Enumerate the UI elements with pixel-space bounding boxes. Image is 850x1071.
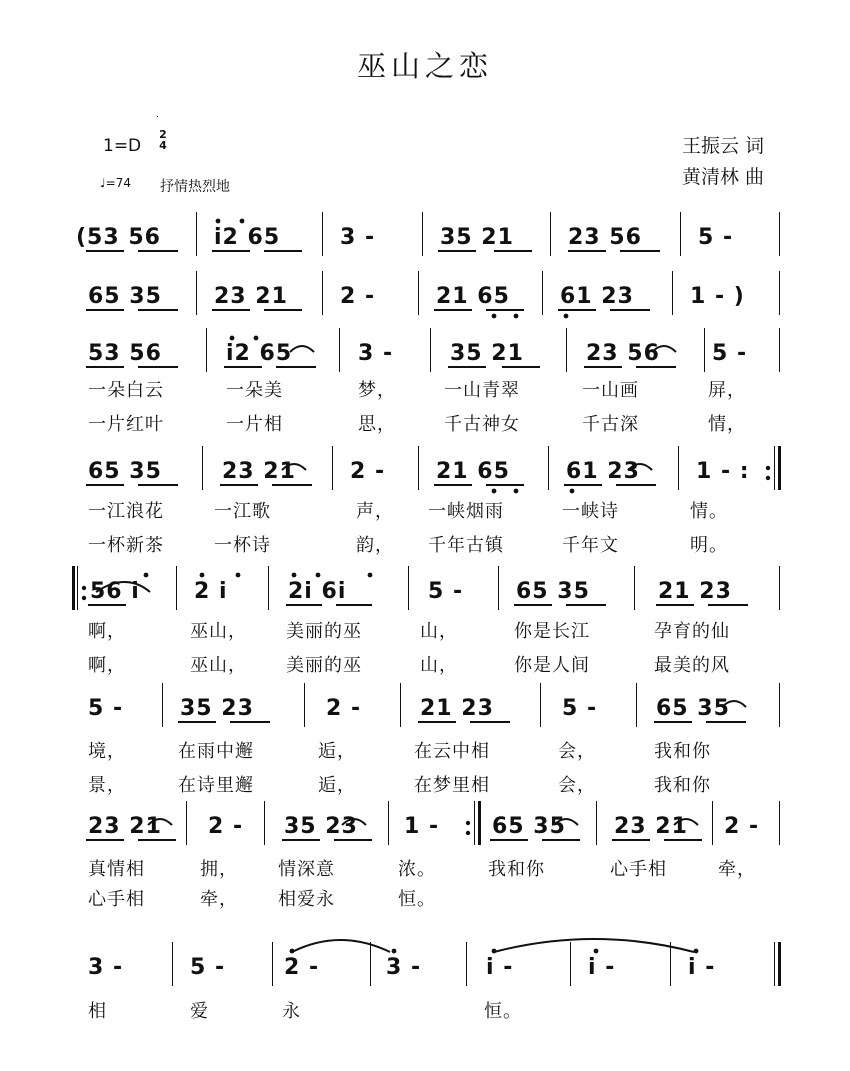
barline (339, 328, 340, 372)
time-signature-bottom: 4 (159, 139, 167, 152)
measure: 21 65 (436, 459, 510, 484)
lyric: 一朵白云 (88, 380, 164, 401)
lyric: 景， (88, 775, 126, 796)
barline (712, 801, 713, 845)
measure: 65 35 (656, 696, 730, 721)
score-system-3 (0, 342, 850, 372)
lyric: 一峡诗 (562, 501, 619, 522)
measure: 2 - (340, 284, 376, 309)
lyric: 心手相 (88, 889, 145, 910)
lyric: 一江歌 (214, 501, 271, 522)
barline (636, 683, 637, 727)
lyric: 恒。 (484, 1001, 522, 1022)
lyric: 梦， (358, 380, 396, 401)
key-signature: 1=D (103, 136, 142, 156)
octave-dot (236, 573, 241, 578)
measure: 3 - (88, 955, 124, 980)
lyric: 千年文 (562, 535, 619, 556)
measure: 35 21 (440, 225, 514, 250)
lyric: 情， (708, 414, 746, 435)
song-title: 巫山之恋 (356, 49, 493, 83)
barline (172, 942, 173, 986)
lyric: 在诗里邂 (178, 775, 254, 796)
octave-dot (392, 949, 397, 954)
measure: 5 - (712, 341, 748, 366)
barline (498, 566, 499, 610)
barline (162, 683, 163, 727)
lyric: 山， (420, 655, 458, 676)
lyric: 在云中相 (414, 741, 490, 762)
barline (704, 328, 705, 372)
measure: 21 23 (420, 696, 494, 721)
octave-dot (200, 573, 205, 578)
octave-dot (144, 573, 149, 578)
barline (388, 801, 389, 845)
lyric: 在梦里相 (414, 775, 490, 796)
score-system-4 (0, 460, 850, 490)
measure: 5 - (562, 696, 598, 721)
measure: 5 - (88, 696, 124, 721)
lyric: 一峡烟雨 (428, 501, 504, 522)
barline (408, 566, 409, 610)
barline (418, 446, 419, 490)
measure: 23 21 (88, 814, 162, 839)
lyric: 我和你 (654, 775, 711, 796)
lyric: 牵， (718, 859, 756, 880)
measure: 2i 6i (288, 579, 347, 604)
measure: 53 56 (88, 341, 162, 366)
measure: 21 23 (658, 579, 732, 604)
tempo-marking: ♩=74 (100, 176, 131, 190)
measure: 65 35 (516, 579, 590, 604)
lyric: 一片相 (226, 414, 283, 435)
measure: 2 - (724, 814, 760, 839)
measure: 5 - (190, 955, 226, 980)
lyric: 千古神女 (444, 414, 520, 435)
barline (474, 801, 475, 845)
measure: 23 21 (614, 814, 688, 839)
repeat-start-barline (72, 566, 75, 610)
lyric: 永 (282, 1001, 301, 1022)
measure: 2 - (350, 459, 386, 484)
barline (430, 328, 431, 372)
lyric: 一杯新茶 (88, 535, 164, 556)
lyric: 在雨中邂 (178, 741, 254, 762)
composer-credit: 黄清林 曲 (682, 166, 765, 188)
lyric: 牵， (200, 889, 238, 910)
barline (202, 446, 203, 490)
measure: 2 - (208, 814, 244, 839)
measure: 21 65 (436, 284, 510, 309)
barline (566, 328, 567, 372)
barline (370, 942, 371, 986)
barline (779, 212, 780, 256)
measure: 3 - (386, 955, 422, 980)
lyric: 啊， (88, 621, 126, 642)
lyric: 千年古镇 (428, 535, 504, 556)
lyric: 屏， (708, 380, 746, 401)
lyric: 韵， (356, 535, 394, 556)
lyric: 你是人间 (514, 655, 590, 676)
measure: 35 21 (450, 341, 524, 366)
barline (418, 271, 419, 315)
measure: 3 - (358, 341, 394, 366)
final-barline (778, 942, 781, 986)
lyric: 思， (358, 414, 396, 435)
measure: 1 - : (696, 459, 750, 484)
barline (774, 942, 775, 986)
octave-dot (316, 573, 321, 578)
tie-arc (292, 940, 390, 952)
lyric: 山， (420, 621, 458, 642)
lyric: 我和你 (488, 859, 545, 880)
octave-dot (368, 573, 373, 578)
barline (322, 212, 323, 256)
measure: 65 35 (88, 284, 162, 309)
barline (779, 683, 780, 727)
barline (196, 212, 197, 256)
time-signature-top: 2 (159, 128, 167, 141)
lyric: 情。 (690, 501, 728, 522)
barline (332, 446, 333, 490)
barline (272, 942, 273, 986)
barline (400, 683, 401, 727)
lyric: 心手相 (610, 859, 667, 880)
octave-dot (290, 949, 295, 954)
octave-dot (594, 949, 599, 954)
barline (77, 566, 78, 610)
barline (774, 446, 775, 490)
score-system-1 (0, 226, 850, 256)
measure: 35 23 (284, 814, 358, 839)
octave-dot (230, 336, 235, 341)
barline (542, 271, 543, 315)
repeat-end-barline (478, 801, 481, 845)
measure: i - (588, 955, 616, 980)
lyric: 会， (558, 775, 596, 796)
score-system-6 (0, 697, 850, 727)
barline (304, 683, 305, 727)
lyric: 一山画 (582, 380, 639, 401)
barline (670, 942, 671, 986)
lyric: 明。 (690, 535, 728, 556)
barline (196, 271, 197, 315)
barline (206, 328, 207, 372)
lyric: 真情相 (88, 859, 145, 880)
barline (186, 801, 187, 845)
lyric: 一片红叶 (88, 414, 164, 435)
score-system-8 (0, 956, 850, 986)
measure: 35 23 (180, 696, 254, 721)
barline (268, 566, 269, 610)
barline (779, 566, 780, 610)
barline (570, 942, 571, 986)
lyric: 千古深 (582, 414, 639, 435)
measure: 65 35 (88, 459, 162, 484)
lyric: 逅， (318, 741, 356, 762)
lyric: 相 (88, 1001, 107, 1022)
barline (634, 566, 635, 610)
octave-dot (694, 949, 699, 954)
lyric: 美丽的巫 (286, 621, 362, 642)
lyric: 爱 (190, 1001, 209, 1022)
barline (672, 271, 673, 315)
measure: 1 - ) (690, 284, 745, 309)
barline (550, 212, 551, 256)
lyric: 情深意 (278, 859, 335, 880)
lyric: 美丽的巫 (286, 655, 362, 676)
measure: 65 35 (492, 814, 566, 839)
barline (680, 212, 681, 256)
measure: 2 - (284, 955, 320, 980)
lyricist-credit: 王振云 词 (682, 135, 765, 157)
measure: i2 65 (226, 341, 293, 366)
octave-dot (492, 949, 497, 954)
measure: 61 23 (566, 459, 640, 484)
measure: 23 56 (586, 341, 660, 366)
measure: 2 i (194, 579, 228, 604)
expression-marking: 抒情热烈地 (160, 179, 230, 195)
measure: 3 - (340, 225, 376, 250)
lyric: 声， (356, 501, 394, 522)
octave-dot (216, 219, 221, 224)
measure: 23 56 (568, 225, 642, 250)
measure: 23 21 (222, 459, 296, 484)
lyric: 会， (558, 741, 596, 762)
barline (779, 328, 780, 372)
score-system-7 (0, 815, 850, 845)
measure: i2 65 (214, 225, 281, 250)
barline (779, 801, 780, 845)
tie-arc (494, 939, 694, 952)
measure: i - (486, 955, 514, 980)
lyric: 啊， (88, 655, 126, 676)
barline (176, 566, 177, 610)
time-signature (157, 129, 169, 151)
lyric: 境， (88, 741, 126, 762)
lyric: 你是长江 (514, 621, 590, 642)
barline (779, 271, 780, 315)
barline (548, 446, 549, 490)
lyric: 孕育的仙 (654, 621, 730, 642)
lyric: 最美的风 (654, 655, 730, 676)
lyric: 逅， (318, 775, 356, 796)
lyric: 拥， (200, 859, 238, 880)
barline (264, 801, 265, 845)
octave-dot (254, 336, 259, 341)
score-system-2 (0, 285, 850, 315)
barline (422, 212, 423, 256)
lyric: 浓。 (398, 859, 436, 880)
measure: 2 - (326, 696, 362, 721)
barline (466, 942, 467, 986)
measure: (53 56 (76, 225, 161, 250)
measure: 23 21 (214, 284, 288, 309)
barline (596, 801, 597, 845)
lyric: 一朵美 (226, 380, 283, 401)
lyric: 恒。 (398, 889, 436, 910)
score-system-5 (0, 580, 850, 610)
repeat-end-barline (778, 446, 781, 490)
lyric: 一江浪花 (88, 501, 164, 522)
barline (678, 446, 679, 490)
lyric: 一山青翠 (444, 380, 520, 401)
lyric: 相爱永 (278, 889, 335, 910)
barline (322, 271, 323, 315)
measure: i - (688, 955, 716, 980)
measure: 5 - (698, 225, 734, 250)
lyric: 我和你 (654, 741, 711, 762)
lyric: 巫山， (190, 621, 247, 642)
lyric: 一杯诗 (214, 535, 271, 556)
measure: 56 i (90, 579, 140, 604)
measure: 1 - (404, 814, 440, 839)
lyric: 巫山， (190, 655, 247, 676)
octave-dot (240, 219, 245, 224)
octave-dot (292, 573, 297, 578)
barline (540, 683, 541, 727)
measure: 5 - (428, 579, 464, 604)
measure: 61 23 (560, 284, 634, 309)
